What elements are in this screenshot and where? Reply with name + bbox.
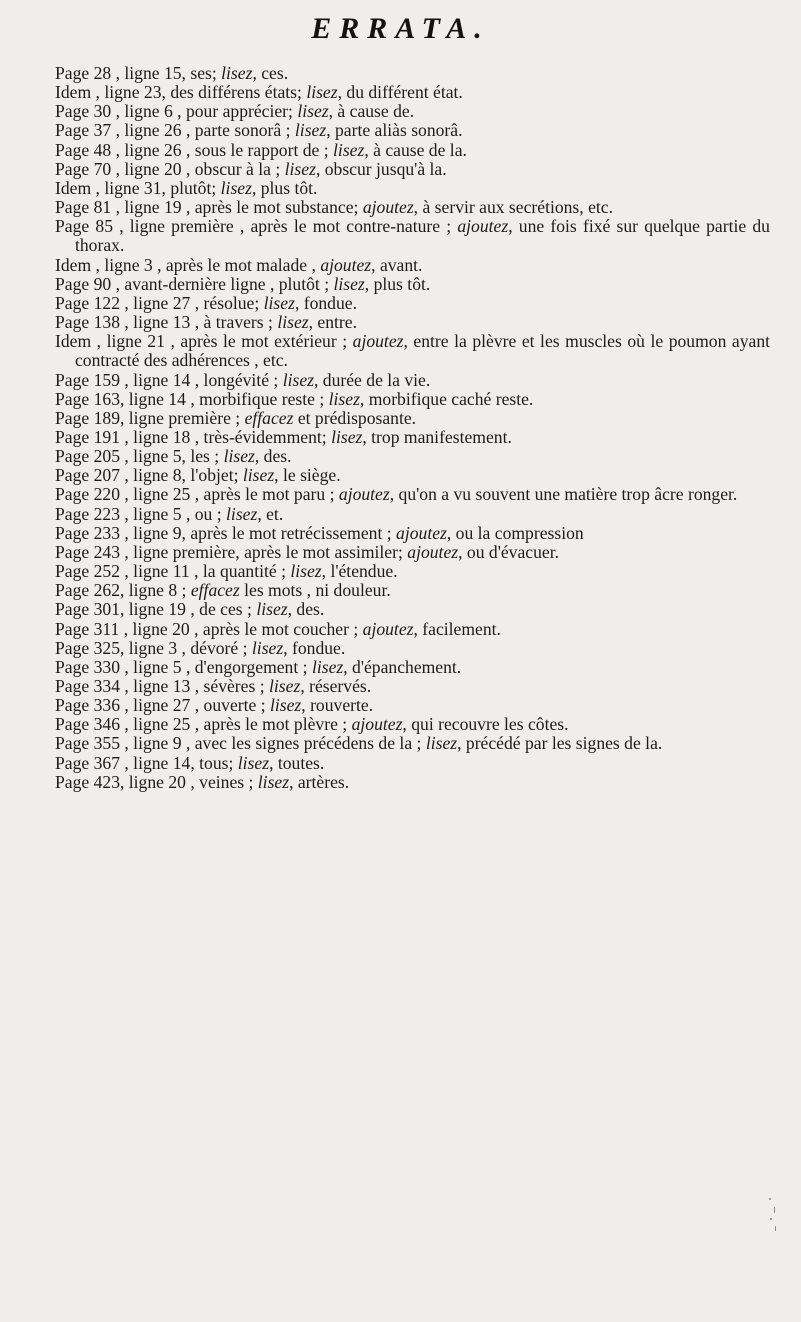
entry-reference: Page 311 , ligne 20 , après le mot coucher ; xyxy=(55,618,359,639)
errata-entry xyxy=(55,141,770,160)
errata-entry xyxy=(55,754,770,773)
entry-correction-text: , ces. xyxy=(252,63,289,83)
entry-correction-cue: lisez xyxy=(226,503,258,524)
entry-correction-cue: lisez xyxy=(294,120,327,141)
errata-entry xyxy=(55,390,770,409)
entry-reference: Page 70 , ligne 20 , obscur à la ; xyxy=(55,158,281,179)
entry-correction-cue: lisez xyxy=(223,446,255,467)
entry-correction-cue: lisez xyxy=(251,637,284,658)
errata-entry xyxy=(55,562,770,581)
entry-correction-cue: ajoutez xyxy=(352,331,404,352)
errata-entry xyxy=(55,294,770,313)
entry-correction-text: , du différent état. xyxy=(337,82,463,103)
entry-correction-cue: lisez xyxy=(306,82,338,103)
entry-correction-cue: lisez xyxy=(269,676,301,696)
entry-reference: Page 325, ligne 3 , dévoré ; xyxy=(55,637,248,658)
entry-correction-text: , artères. xyxy=(289,771,350,792)
entry-reference: Page 163, ligne 14 , morbifique reste ; xyxy=(55,388,325,409)
entry-correction-cue: lisez xyxy=(242,465,275,486)
entry-reference: Page 189, ligne première ; xyxy=(55,407,241,428)
entry-correction-cue: lisez xyxy=(425,733,458,754)
entry-reference: Page 90 , avant-dernière ligne , plutôt ; xyxy=(55,273,330,294)
entry-reference: Page 122 , ligne 27 , résolue; xyxy=(55,292,260,313)
entry-correction-text: , plus tôt. xyxy=(251,177,318,198)
entry-reference: Page 262, ligne 8 ; xyxy=(55,580,187,601)
entry-correction-cue: lisez xyxy=(331,426,363,447)
entry-correction-text: , ou d'évacuer. xyxy=(458,541,559,562)
entry-reference: Page 355 , ligne 9 , avec les signes précédens de la ; xyxy=(55,733,422,754)
entry-reference: Page 220 , ligne 25 , après le mot paru ; xyxy=(55,484,335,505)
entry-correction-cue: lisez xyxy=(290,561,322,582)
errata-entry xyxy=(55,715,770,734)
entry-reference: Page 336 , ligne 27 , ouverte ; xyxy=(55,695,266,716)
entry-correction-text: , entre la plèvre et les muscles où le poumon ayant contracté des adhérences , etc. xyxy=(75,331,771,371)
entry-correction-text: , le siège. xyxy=(274,465,341,486)
entry-correction-text: et prédisposante. xyxy=(293,407,417,428)
entry-reference: Page 28 , ligne 15, ses; xyxy=(55,63,217,83)
entry-reference: Page 334 , ligne 13 , sévères ; xyxy=(55,676,265,696)
errata-entry xyxy=(55,696,770,715)
errata-entry xyxy=(55,160,770,179)
entry-correction-cue: lisez xyxy=(277,312,309,333)
errata-entry xyxy=(55,102,770,121)
entry-correction-text: , précédé par les signes de la. xyxy=(457,733,663,754)
entry-correction-text: , fondue. xyxy=(294,292,357,313)
entry-correction-text: , à cause de la. xyxy=(364,139,467,160)
errata-entry xyxy=(55,658,770,677)
entry-reference: Page 159 , ligne 14 , longévité ; xyxy=(55,369,279,390)
entry-correction-text: , avant. xyxy=(371,254,423,275)
errata-entry xyxy=(55,600,770,619)
entry-correction-cue: lisez xyxy=(333,273,365,294)
entry-reference: Idem , ligne 21 , après le mot extérieur ; xyxy=(55,331,348,352)
entry-correction-cue: lisez xyxy=(256,599,288,620)
errata-entry xyxy=(55,734,770,753)
entry-reference: Idem , ligne 31, plutôt; xyxy=(55,177,217,198)
errata-entry xyxy=(55,428,770,447)
paper-speck xyxy=(770,1218,772,1220)
errata-entry xyxy=(55,773,770,792)
entry-correction-cue: ajoutez xyxy=(396,522,447,543)
entry-correction-text: les mots , ni douleur. xyxy=(239,580,391,601)
errata-entry xyxy=(55,371,770,390)
errata-entry xyxy=(55,83,770,102)
entry-correction-cue: lisez xyxy=(221,63,253,83)
entry-correction-cue: lisez xyxy=(311,656,344,677)
entry-correction-text: , morbifique caché reste. xyxy=(359,388,534,409)
entry-correction-text: , facilement. xyxy=(413,618,501,639)
entry-correction-text: , ou la compression xyxy=(446,522,584,543)
entry-correction-text: , parte aliàs sonorâ. xyxy=(326,120,463,141)
errata-entry xyxy=(55,677,770,696)
entry-correction-cue: ajoutez xyxy=(362,618,414,639)
entry-correction-text: , trop manifestement. xyxy=(362,426,512,447)
entry-correction-cue: ajoutez xyxy=(362,197,414,218)
entry-correction-text: , entre. xyxy=(308,312,357,333)
paper-speck xyxy=(774,1207,775,1213)
entry-reference: Page 30 , ligne 6 , pour apprécier; xyxy=(55,101,293,122)
paper-speck xyxy=(769,1198,771,1200)
entry-correction-text: , rouverte. xyxy=(301,695,374,716)
entry-reference: Page 85 , ligne première , après le mot contre-nature ; xyxy=(55,216,452,237)
errata-entry xyxy=(55,275,770,294)
entry-correction-cue: lisez xyxy=(237,752,270,773)
errata-list xyxy=(55,64,770,792)
entry-correction-text: , des. xyxy=(254,446,292,467)
entry-correction-text: , d'épanchement. xyxy=(343,656,462,677)
errata-entry xyxy=(55,217,770,255)
errata-entry xyxy=(55,447,770,466)
entry-correction-text: , durée de la vie. xyxy=(314,369,431,390)
errata-entry xyxy=(55,581,770,600)
entry-correction-cue: ajoutez xyxy=(457,216,509,237)
entry-correction-text: , des. xyxy=(287,599,325,620)
entry-reference: Page 37 , ligne 26 , parte sonorâ ; xyxy=(55,120,291,141)
entry-correction-text: , plus tôt. xyxy=(364,273,431,294)
entry-correction-text: , à cause de. xyxy=(328,101,415,122)
entry-correction-text: , fondue. xyxy=(283,637,346,658)
errata-entry xyxy=(55,332,770,370)
entry-correction-cue: lisez xyxy=(297,101,329,122)
entry-correction-cue: lisez xyxy=(328,388,360,409)
errata-entry xyxy=(55,409,770,428)
entry-correction-text: , et. xyxy=(257,503,284,524)
entry-reference: Page 48 , ligne 26 , sous le rapport de ; xyxy=(55,139,329,160)
entry-reference: Page 301, ligne 19 , de ces ; xyxy=(55,599,252,620)
entry-correction-text: , réservés. xyxy=(300,676,372,696)
entry-correction-text: , qui recouvre les côtes. xyxy=(402,714,569,735)
entry-correction-cue: lisez xyxy=(282,369,314,390)
entry-correction-text: , une fois fixé sur quelque partie du thorax. xyxy=(75,216,770,256)
entry-reference: Page 423, ligne 20 , veines ; xyxy=(55,771,254,792)
entry-reference: Page 81 , ligne 19 , après le mot substance; xyxy=(55,197,359,218)
page-title: ERRATA. xyxy=(311,12,490,45)
entry-reference: Page 346 , ligne 25 , après le mot plèvre ; xyxy=(55,714,348,735)
errata-entry xyxy=(55,505,770,524)
entry-correction-text: , l'étendue. xyxy=(321,561,398,582)
entry-correction-cue: effacez xyxy=(244,407,294,428)
entry-correction-cue: lisez xyxy=(333,139,365,160)
errata-entry xyxy=(55,198,770,217)
entry-reference: Page 138 , ligne 13 , à travers ; xyxy=(55,312,273,333)
entry-correction-cue: effacez xyxy=(190,580,240,601)
entry-correction-cue: lisez xyxy=(263,292,295,313)
entry-reference: Page 367 , ligne 14, tous; xyxy=(55,752,234,773)
entry-correction-cue: ajoutez xyxy=(351,714,403,735)
entry-reference: Page 243 , ligne première, après le mot assimiler; xyxy=(55,541,403,562)
entry-correction-text: , obscur jusqu'à la. xyxy=(315,158,447,179)
entry-correction-cue: ajoutez xyxy=(338,484,390,505)
entry-correction-text: , qu'on a vu souvent une matière trop âcre ronger. xyxy=(389,484,738,505)
errata-entry xyxy=(55,256,770,275)
entry-correction-cue: lisez xyxy=(220,177,252,198)
errata-entry xyxy=(55,121,770,140)
entry-reference: Page 191 , ligne 18 , très-évidemment; xyxy=(55,426,327,447)
entry-correction-cue: lisez xyxy=(270,695,302,716)
errata-entry xyxy=(55,64,770,83)
errata-entry xyxy=(55,313,770,332)
errata-entry xyxy=(55,639,770,658)
errata-entry xyxy=(55,524,770,543)
entry-correction-cue: ajoutez xyxy=(320,254,372,275)
entry-reference: Page 223 , ligne 5 , ou ; xyxy=(55,503,222,524)
errata-entry xyxy=(55,466,770,485)
entry-reference: Page 330 , ligne 5 , d'engorgement ; xyxy=(55,656,308,677)
entry-correction-cue: ajoutez xyxy=(407,541,459,562)
paper-speck xyxy=(775,1226,776,1231)
errata-entry xyxy=(55,543,770,562)
entry-reference: Page 207 , ligne 8, l'objet; xyxy=(55,465,239,486)
entry-reference: Page 205 , ligne 5, les ; xyxy=(55,446,220,467)
entry-reference: Page 252 , ligne 11 , la quantité ; xyxy=(55,561,286,582)
errata-entry xyxy=(55,179,770,198)
errata-entry xyxy=(55,620,770,639)
entry-correction-text: , à servir aux secrétions, etc. xyxy=(413,197,613,218)
entry-correction-cue: lisez xyxy=(257,771,290,792)
errata-entry xyxy=(55,485,770,504)
entry-reference: Idem , ligne 3 , après le mot malade , xyxy=(55,254,316,275)
entry-correction-cue: lisez xyxy=(284,158,316,179)
entry-reference: Page 233 , ligne 9, après le mot retrécissement ; xyxy=(55,522,392,543)
entry-reference: Idem , ligne 23, des différens états; xyxy=(55,82,302,103)
entry-correction-text: , toutes. xyxy=(269,752,325,773)
